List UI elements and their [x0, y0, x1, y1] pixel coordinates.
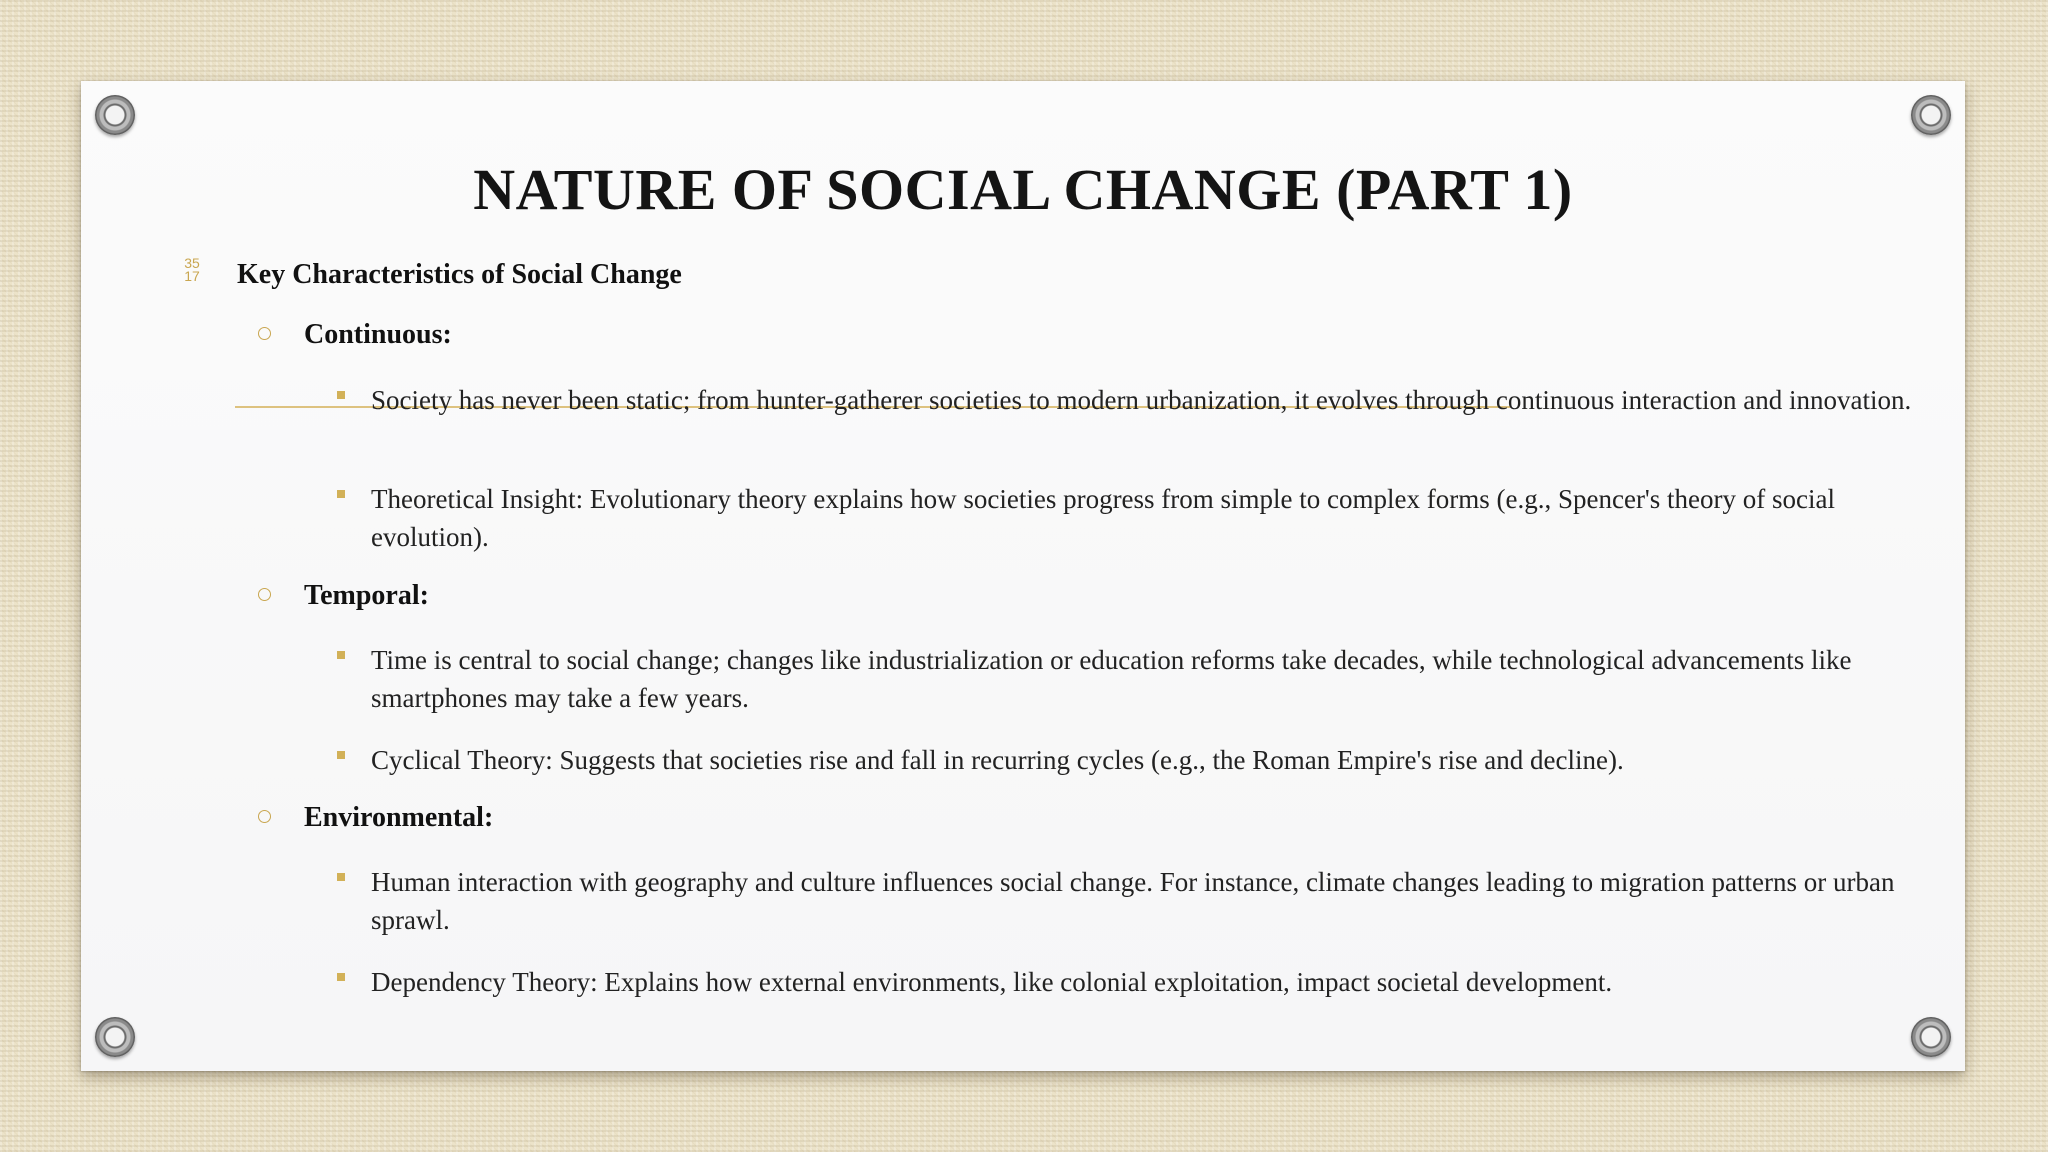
circle-bullet-icon	[258, 588, 271, 601]
square-bullet-icon	[337, 973, 345, 981]
sub-list-item	[371, 963, 1931, 1001]
slide-panel	[81, 81, 1965, 1071]
list-item-label: Temporal:	[304, 580, 429, 611]
slide-title: NATURE OF SOCIAL CHANGE (PART 1)	[473, 157, 1573, 222]
section-heading: Key Characteristics of Social Change	[237, 259, 682, 290]
sub-list-item-text: Theoretical Insight: Evolutionary theory explains how societies progress from simple to complex forms (e.g., Spencer's theory of social evolution).	[371, 484, 1835, 552]
list-item-label: Environmental:	[304, 802, 494, 833]
square-bullet-icon	[337, 391, 345, 399]
sub-list-item-text: Cyclical Theory: Suggests that societies rise and fall in recurring cycles (e.g., the Roman Empire's rise and decline).	[371, 745, 1624, 775]
circle-bullet-icon	[258, 327, 271, 340]
grommet-icon	[95, 1017, 135, 1057]
sub-list-item	[371, 863, 1931, 939]
square-bullet-icon	[337, 873, 345, 881]
square-bullet-icon	[337, 490, 345, 498]
list-item-label: Continuous:	[304, 319, 452, 350]
circle-bullet-icon	[258, 810, 271, 823]
sub-list-item	[371, 480, 1931, 556]
slide-number-bottom: 17	[184, 268, 200, 284]
sub-list-item	[371, 381, 1931, 419]
square-bullet-icon	[337, 751, 345, 759]
sub-list-item	[371, 741, 1931, 779]
slide-number-top: 35	[184, 255, 200, 271]
grommet-icon	[1911, 1017, 1951, 1057]
sub-list-item	[371, 641, 1931, 717]
slide-number	[180, 257, 204, 283]
sub-list-item-text: Dependency Theory: Explains how external environments, like colonial exploitation, impact societal development.	[371, 967, 1613, 997]
list-item-continuous	[304, 319, 452, 351]
sub-list-item-text: Human interaction with geography and culture influences social change. For instance, climate changes leading to migration patterns or urban sprawl.	[371, 867, 1895, 935]
sub-list-item-text: Society has never been static; from hunter-gatherer societies to modern urbanization, it evolves through continuous interaction and innovation.	[371, 385, 1912, 415]
grommet-icon	[95, 95, 135, 135]
sub-list-item-text: Time is central to social change; changes like industrialization or education reforms take decades, while technological advancements like smartphones may take a few years.	[371, 645, 1852, 713]
square-bullet-icon	[337, 651, 345, 659]
list-item-temporal	[304, 580, 429, 612]
grommet-icon	[1911, 95, 1951, 135]
list-item-environmental	[304, 802, 493, 834]
